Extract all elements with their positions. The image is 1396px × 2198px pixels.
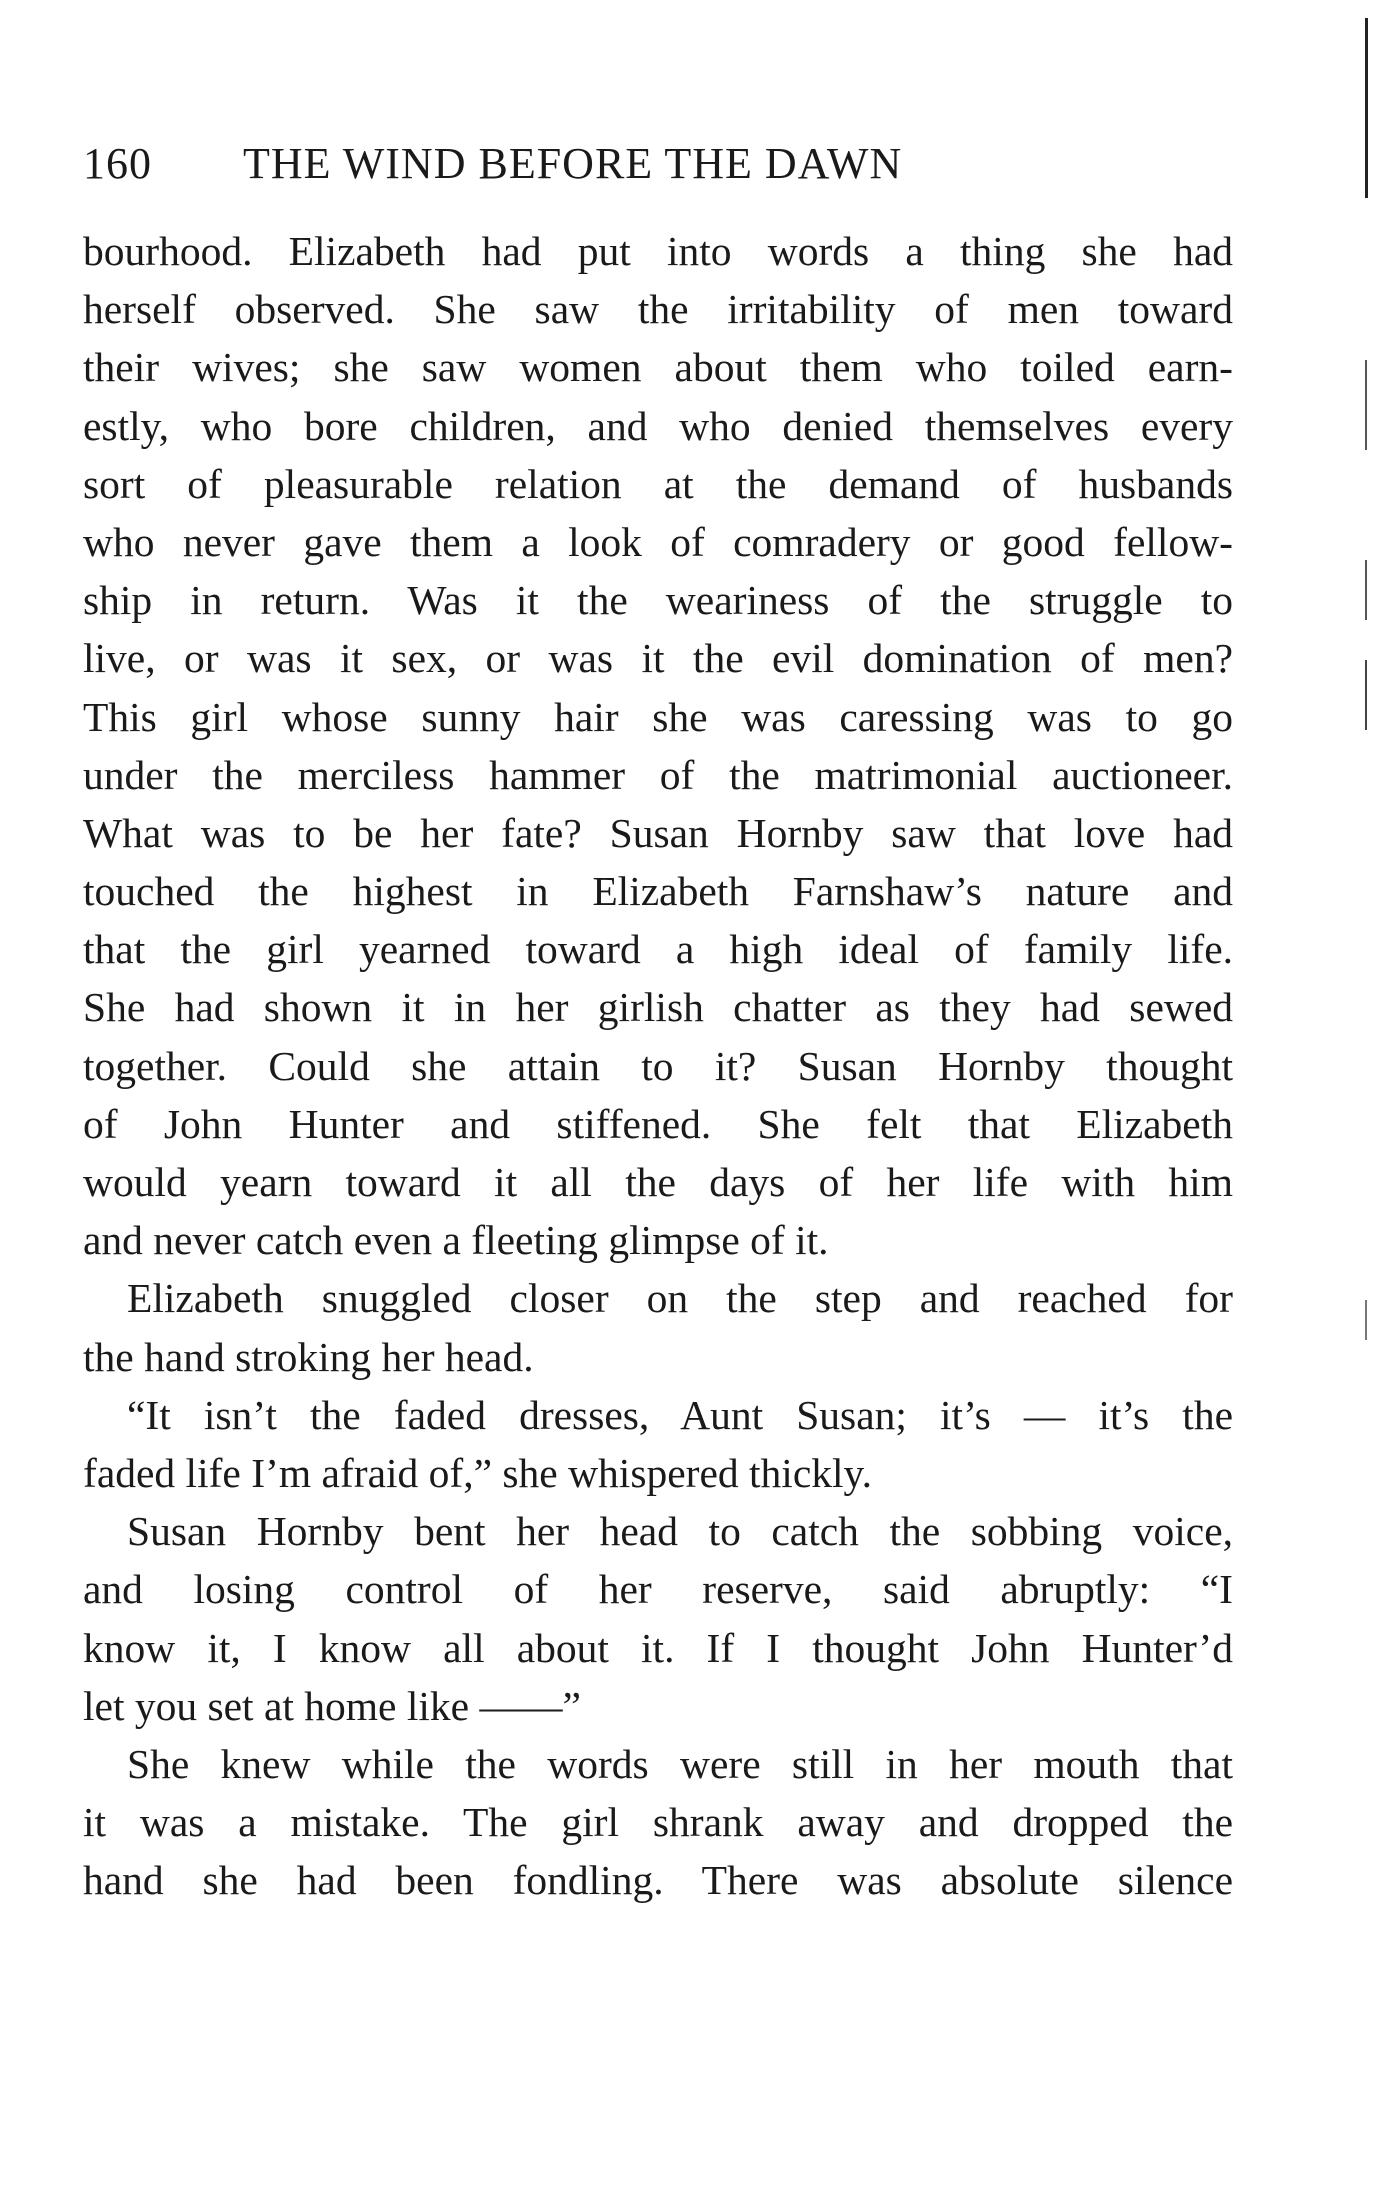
text-line: Elizabeth snuggled closer on the step and reached for [127, 1275, 1233, 1322]
text-line: estly, who bore children, and who denied themselves every [83, 402, 1233, 449]
paragraph [83, 1735, 1233, 1910]
scan-edge-mark [1365, 18, 1368, 198]
page-number: 160 [83, 139, 152, 188]
text-line: and never catch even a fleeting glimpse of it. [83, 1217, 829, 1264]
scan-edge-mark [1365, 1300, 1367, 1340]
text-line: faded life I’m afraid of,” she whispered thickly. [83, 1449, 872, 1496]
text-line: hand she had been fondling. There was absolute silence [83, 1857, 1233, 1904]
text-line: Susan Hornby bent her head to catch the sobbing voice, [127, 1508, 1233, 1555]
scan-edge-mark [1365, 560, 1367, 620]
text-line: ship in return. Was it the weariness of the struggle to [83, 577, 1233, 624]
text-line: “It isn’t the faded dresses, Aunt Susan; it’s — it’s the [127, 1391, 1233, 1438]
text-line: know it, I know all about it. If I thought John Hunter’d [83, 1624, 1233, 1671]
text-line: the hand stroking her head. [83, 1333, 534, 1380]
text-line: This girl whose sunny hair she was caressing was to go [83, 693, 1233, 740]
paragraph [83, 1502, 1233, 1735]
text-line: herself observed. She saw the irritability of men toward [83, 286, 1233, 333]
text-line: under the merciless hammer of the matrimonial auctioneer. [83, 751, 1233, 798]
text-line: let you set at home like ——” [83, 1682, 581, 1729]
paragraph [83, 222, 1233, 1269]
text-line: their wives; she saw women about them who toiled earn- [83, 344, 1233, 391]
text-line: it was a mistake. The girl shrank away and dropped the [83, 1799, 1233, 1846]
text-line: that the girl yearned toward a high ideal of family life. [83, 926, 1233, 973]
text-line: What was to be her fate? Susan Hornby saw that love had [83, 809, 1233, 856]
page-header [83, 138, 1233, 200]
paragraph [83, 1269, 1233, 1385]
text-line: would yearn toward it all the days of her life with him [83, 1159, 1233, 1205]
running-title: THE WIND BEFORE THE DAWN [243, 139, 903, 188]
text-line: She knew while the words were still in her mouth that [127, 1740, 1233, 1787]
text-line: together. Could she attain to it? Susan Hornby thought [83, 1042, 1233, 1089]
text-line: and losing control of her reserve, said abruptly: “I [83, 1566, 1233, 1613]
text-line: sort of pleasurable relation at the demand of husbands [83, 460, 1233, 507]
text-line: bourhood. Elizabeth had put into words a thing she had [83, 228, 1233, 274]
text-line: who never gave them a look of comradery or good fellow- [83, 518, 1233, 565]
text-line: live, or was it sex, or was it the evil domination of men? [83, 635, 1233, 682]
scan-edge-mark [1365, 660, 1367, 730]
text-line: She had shown it in her girlish chatter as they had sewed [83, 984, 1233, 1031]
text-line: of John Hunter and stiffened. She felt that Elizabeth [83, 1100, 1233, 1147]
scan-edge-mark [1365, 360, 1367, 450]
body-text [83, 222, 1233, 1909]
text-line: touched the highest in Elizabeth Farnshaw’s nature and [83, 868, 1233, 915]
paragraph [83, 1386, 1233, 1502]
